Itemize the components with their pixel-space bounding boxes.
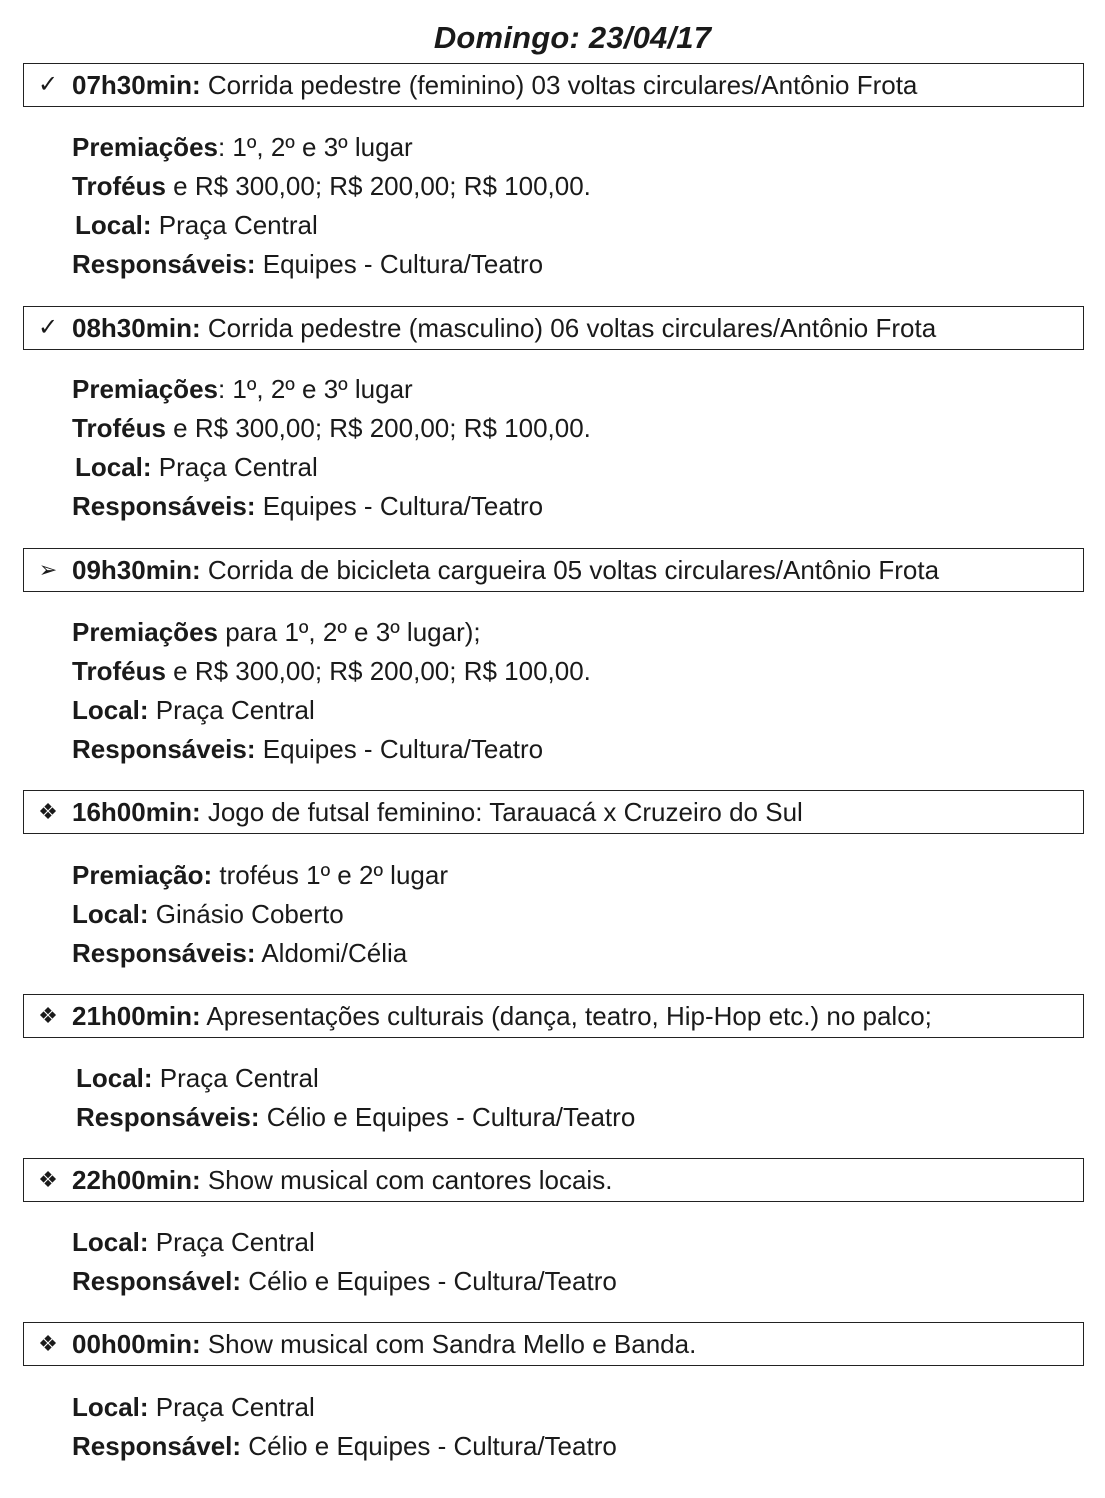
- event-time: 00h00min:: [72, 1329, 201, 1359]
- detail-location: Local: Praça Central: [72, 1392, 315, 1422]
- arrow-bullet-icon: ➢: [38, 557, 58, 582]
- event-description: Show musical com cantores locais.: [200, 1165, 613, 1195]
- detail-location: Local: Praça Central: [75, 210, 318, 240]
- detail-responsible: Responsáveis: Equipes - Cultura/Teatro: [72, 249, 544, 279]
- detail-responsible: Responsáveis: Equipes - Cultura/Teatro: [72, 734, 544, 764]
- event-header-2: [23, 306, 1084, 350]
- diamond-bullet-icon: ❖: [38, 1331, 58, 1356]
- detail-responsible: Responsáveis: Equipes - Cultura/Teatro: [72, 491, 544, 521]
- detail-location: Local: Praça Central: [72, 695, 315, 725]
- diamond-bullet-icon: ❖: [38, 1003, 58, 1028]
- detail-awards: Premiações: 1º, 2º e 3º lugar: [72, 132, 413, 162]
- event-header-6: [23, 1158, 1084, 1202]
- checkmark-icon: ✓: [37, 71, 59, 98]
- detail-location: Local: Ginásio Coberto: [72, 899, 344, 929]
- event-header-3: [23, 548, 1084, 592]
- detail-awards: Premiações para 1º, 2º e 3º lugar);: [72, 617, 481, 647]
- event-description: Corrida de bicicleta cargueira 05 voltas circulares/Antônio Frota: [200, 555, 940, 585]
- event-time: 09h30min:: [72, 555, 201, 585]
- event-header-7: [23, 1322, 1084, 1366]
- diamond-bullet-icon: ❖: [38, 1167, 58, 1192]
- event-description: Show musical com Sandra Mello e Banda.: [200, 1329, 697, 1359]
- event-time: 16h00min:: [72, 797, 201, 827]
- event-header-4: [23, 790, 1084, 834]
- event-header-1: [23, 63, 1084, 107]
- diamond-bullet-icon: ❖: [38, 799, 58, 824]
- detail-location: Local: Praça Central: [72, 1227, 315, 1257]
- detail-awards: Premiações: 1º, 2º e 3º lugar: [72, 374, 413, 404]
- checkmark-icon: ✓: [37, 314, 59, 341]
- detail-responsible: Responsável: Célio e Equipes - Cultura/Teatro: [72, 1266, 617, 1296]
- detail-responsible: Responsáveis: Célio e Equipes - Cultura/Teatro: [76, 1102, 636, 1132]
- event-header-5: [23, 994, 1084, 1038]
- event-description: Jogo de futsal feminino: Tarauacá x Cruzeiro do Sul: [200, 797, 803, 827]
- event-description: Apresentações culturais (dança, teatro, Hip-Hop etc.) no palco;: [200, 1001, 932, 1031]
- page-title: Domingo: 23/04/17: [433, 20, 712, 55]
- detail-responsible: Responsáveis: Aldomi/Célia: [72, 938, 408, 968]
- event-time: 08h30min:: [72, 313, 201, 343]
- detail-awards: Premiação: troféus 1º e 2º lugar: [72, 860, 448, 890]
- event-time: 22h00min:: [72, 1165, 201, 1195]
- event-description: Corrida pedestre (feminino) 03 voltas circulares/Antônio Frota: [200, 70, 918, 100]
- event-time: 21h00min:: [72, 1001, 201, 1031]
- detail-responsible: Responsável: Célio e Equipes - Cultura/Teatro: [72, 1431, 617, 1461]
- detail-trophies: Troféus e R$ 300,00; R$ 200,00; R$ 100,00.: [72, 413, 591, 443]
- event-time: 07h30min:: [72, 70, 201, 100]
- event-description: Corrida pedestre (masculino) 06 voltas circulares/Antônio Frota: [200, 313, 937, 343]
- detail-trophies: Troféus e R$ 300,00; R$ 200,00; R$ 100,00.: [72, 656, 591, 686]
- detail-location: Local: Praça Central: [75, 452, 318, 482]
- detail-location: Local: Praça Central: [76, 1063, 319, 1093]
- detail-trophies: Troféus e R$ 300,00; R$ 200,00; R$ 100,00.: [72, 171, 591, 201]
